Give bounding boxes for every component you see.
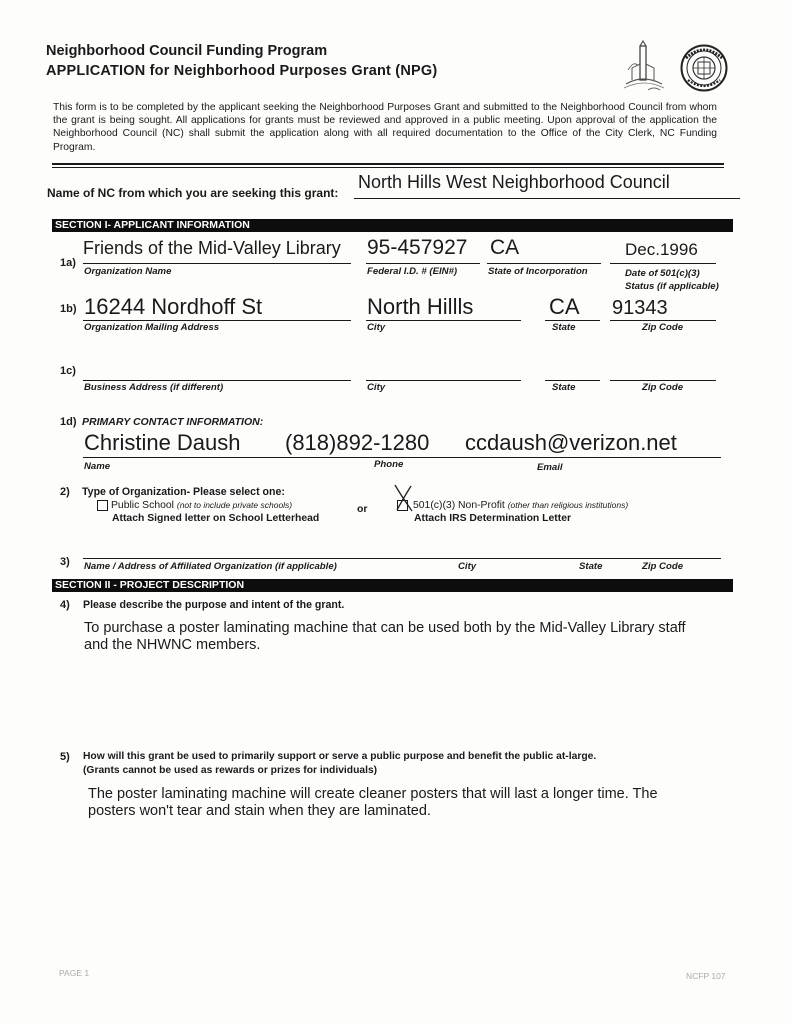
q5-text: How will this grant be used to primarily support or serve a public purpose and benefit the public at-large. — [83, 751, 597, 762]
q5-answer-line1[interactable]: The poster laminating machine will create cleaner posters that will last a longer time. The — [88, 786, 658, 802]
form-title: APPLICATION for Neighborhood Purposes Grant (NPG) — [46, 63, 438, 79]
business-city-label: City — [367, 382, 386, 393]
date-501-value[interactable]: Dec.1996 — [625, 240, 698, 259]
section1-title: SECTION I- APPLICANT INFORMATION — [55, 219, 250, 231]
address-label: Organization Mailing Address — [84, 322, 220, 333]
state-label: State — [552, 322, 576, 333]
section1-header — [52, 219, 733, 232]
state-underline — [545, 320, 600, 321]
city-hall-logo — [618, 40, 668, 96]
affiliated-state-label: State — [579, 561, 603, 572]
contact-underline — [83, 457, 721, 458]
nonprofit-note: (other than religious institutions) — [507, 500, 629, 510]
city-value[interactable]: North Hillls — [367, 294, 474, 319]
program-name: Neighborhood Council Funding Program — [46, 43, 328, 59]
header-rule — [52, 163, 724, 165]
affiliated-city-label: City — [458, 561, 477, 572]
q4-answer-line2[interactable]: and the NHWNC members. — [84, 637, 261, 653]
contact-name-label: Name — [84, 461, 111, 472]
affiliated-zip-label: Zip Code — [642, 561, 684, 572]
public-school-label: Public School — [111, 500, 174, 511]
or-text: or — [357, 503, 368, 515]
ein-value[interactable]: 95-457927 — [367, 236, 468, 259]
section2-title: SECTION II - PROJECT DESCRIPTION — [55, 579, 245, 591]
date-501-label: Date of 501(c)(3) — [625, 268, 700, 279]
ein-underline — [366, 263, 480, 264]
city-underline — [366, 320, 521, 321]
nonprofit-attach: Attach IRS Determination Letter — [414, 513, 572, 524]
contact-phone-label: Phone — [374, 459, 404, 470]
city-label: City — [367, 322, 386, 333]
nonprofit-option — [413, 500, 628, 511]
org-name-underline — [83, 263, 351, 264]
affiliated-org-label: Name / Address of Affiliated Organization (if applicable) — [84, 561, 337, 572]
ein-label: Federal I.D. # (EIN#) — [367, 266, 458, 277]
address-underline — [83, 320, 351, 321]
q5-answer-line2[interactable]: posters won't tear and stain when they are laminated. — [88, 803, 431, 819]
business-zip-label: Zip Code — [642, 382, 684, 393]
contact-name-value[interactable]: Christine Daush — [84, 430, 241, 455]
zip-label: Zip Code — [642, 322, 684, 333]
row-1a-num: 1a) — [60, 257, 76, 269]
row-1b-num: 1b) — [60, 303, 77, 315]
business-state-label: State — [552, 382, 576, 393]
public-school-checkbox[interactable] — [97, 500, 108, 511]
business-address-field[interactable] — [83, 380, 351, 381]
public-school-note: (not to include private schools) — [176, 500, 293, 510]
header-rule-2 — [52, 167, 724, 168]
contact-phone-value[interactable]: (818)892-1280 — [285, 430, 430, 455]
primary-contact-heading: PRIMARY CONTACT INFORMATION: — [82, 416, 264, 428]
state-inc-underline — [487, 263, 601, 264]
page-number: PAGE 1 — [59, 968, 90, 978]
q5-num: 5) — [60, 751, 70, 763]
state-inc-label: State of Incorporation — [488, 266, 588, 277]
public-school-option — [111, 500, 292, 511]
public-school-attach: Attach Signed letter on School Letterhead — [112, 513, 320, 524]
q4-text: Please describe the purpose and intent of the grant. — [83, 599, 345, 611]
contact-email-label: Email — [537, 462, 563, 473]
nc-underline — [354, 198, 740, 199]
org-name-label: Organization Name — [84, 266, 172, 277]
business-state-field[interactable] — [545, 380, 600, 381]
address-value[interactable]: 16244 Nordhoff St — [84, 294, 263, 319]
row-2-num: 2) — [60, 486, 70, 498]
business-zip-field[interactable] — [610, 380, 716, 381]
zip-underline — [610, 320, 716, 321]
date-501-underline — [610, 263, 716, 264]
state-inc-value[interactable]: CA — [490, 236, 520, 259]
q4-num: 4) — [60, 599, 70, 611]
row-1c-num: 1c) — [60, 365, 76, 377]
nonprofit-label: 501(c)(3) Non-Profit — [413, 500, 505, 511]
org-name-value[interactable]: Friends of the Mid-Valley Library — [83, 238, 341, 258]
affiliated-org-field[interactable] — [83, 558, 721, 559]
org-type-heading: Type of Organization- Please select one: — [82, 486, 285, 498]
form-code: NCFP 107 — [686, 971, 726, 981]
nc-value[interactable]: North Hills West Neighborhood Council — [358, 172, 670, 192]
row-3-num: 3) — [60, 556, 70, 568]
section2-header — [52, 579, 733, 592]
intro-paragraph: This form is to be completed by the applicant seeking the Neighborhood Purposes Grant and submitted to the Neighborhood Council from whom the grant is being sought. All applications for grants must be reviewed and approved in a public meeting. Upon approval of the application the Neighborhood Council (NC) shall submit the application along with all required documentation to the Office of the City Clerk, NC Funding Program. — [53, 102, 717, 153]
contact-email-value[interactable]: ccdaush@verizon.net — [465, 430, 677, 455]
zip-value[interactable]: 91343 — [612, 297, 668, 319]
date-501-label2: Status (if applicable) — [625, 281, 719, 292]
business-address-label: Business Address (if different) — [84, 382, 224, 393]
state-value[interactable]: CA — [549, 294, 580, 319]
q5-subtext: (Grants cannot be used as rewards or prizes for individuals) — [83, 765, 378, 776]
city-seal-logo — [680, 44, 728, 92]
q4-answer-line1[interactable]: To purchase a poster laminating machine that can be used both by the Mid-Valley Library staff — [84, 620, 686, 636]
row-1d-num: 1d) — [60, 416, 77, 428]
nc-label: Name of NC from which you are seeking this grant: — [47, 186, 339, 200]
business-city-field[interactable] — [366, 380, 521, 381]
